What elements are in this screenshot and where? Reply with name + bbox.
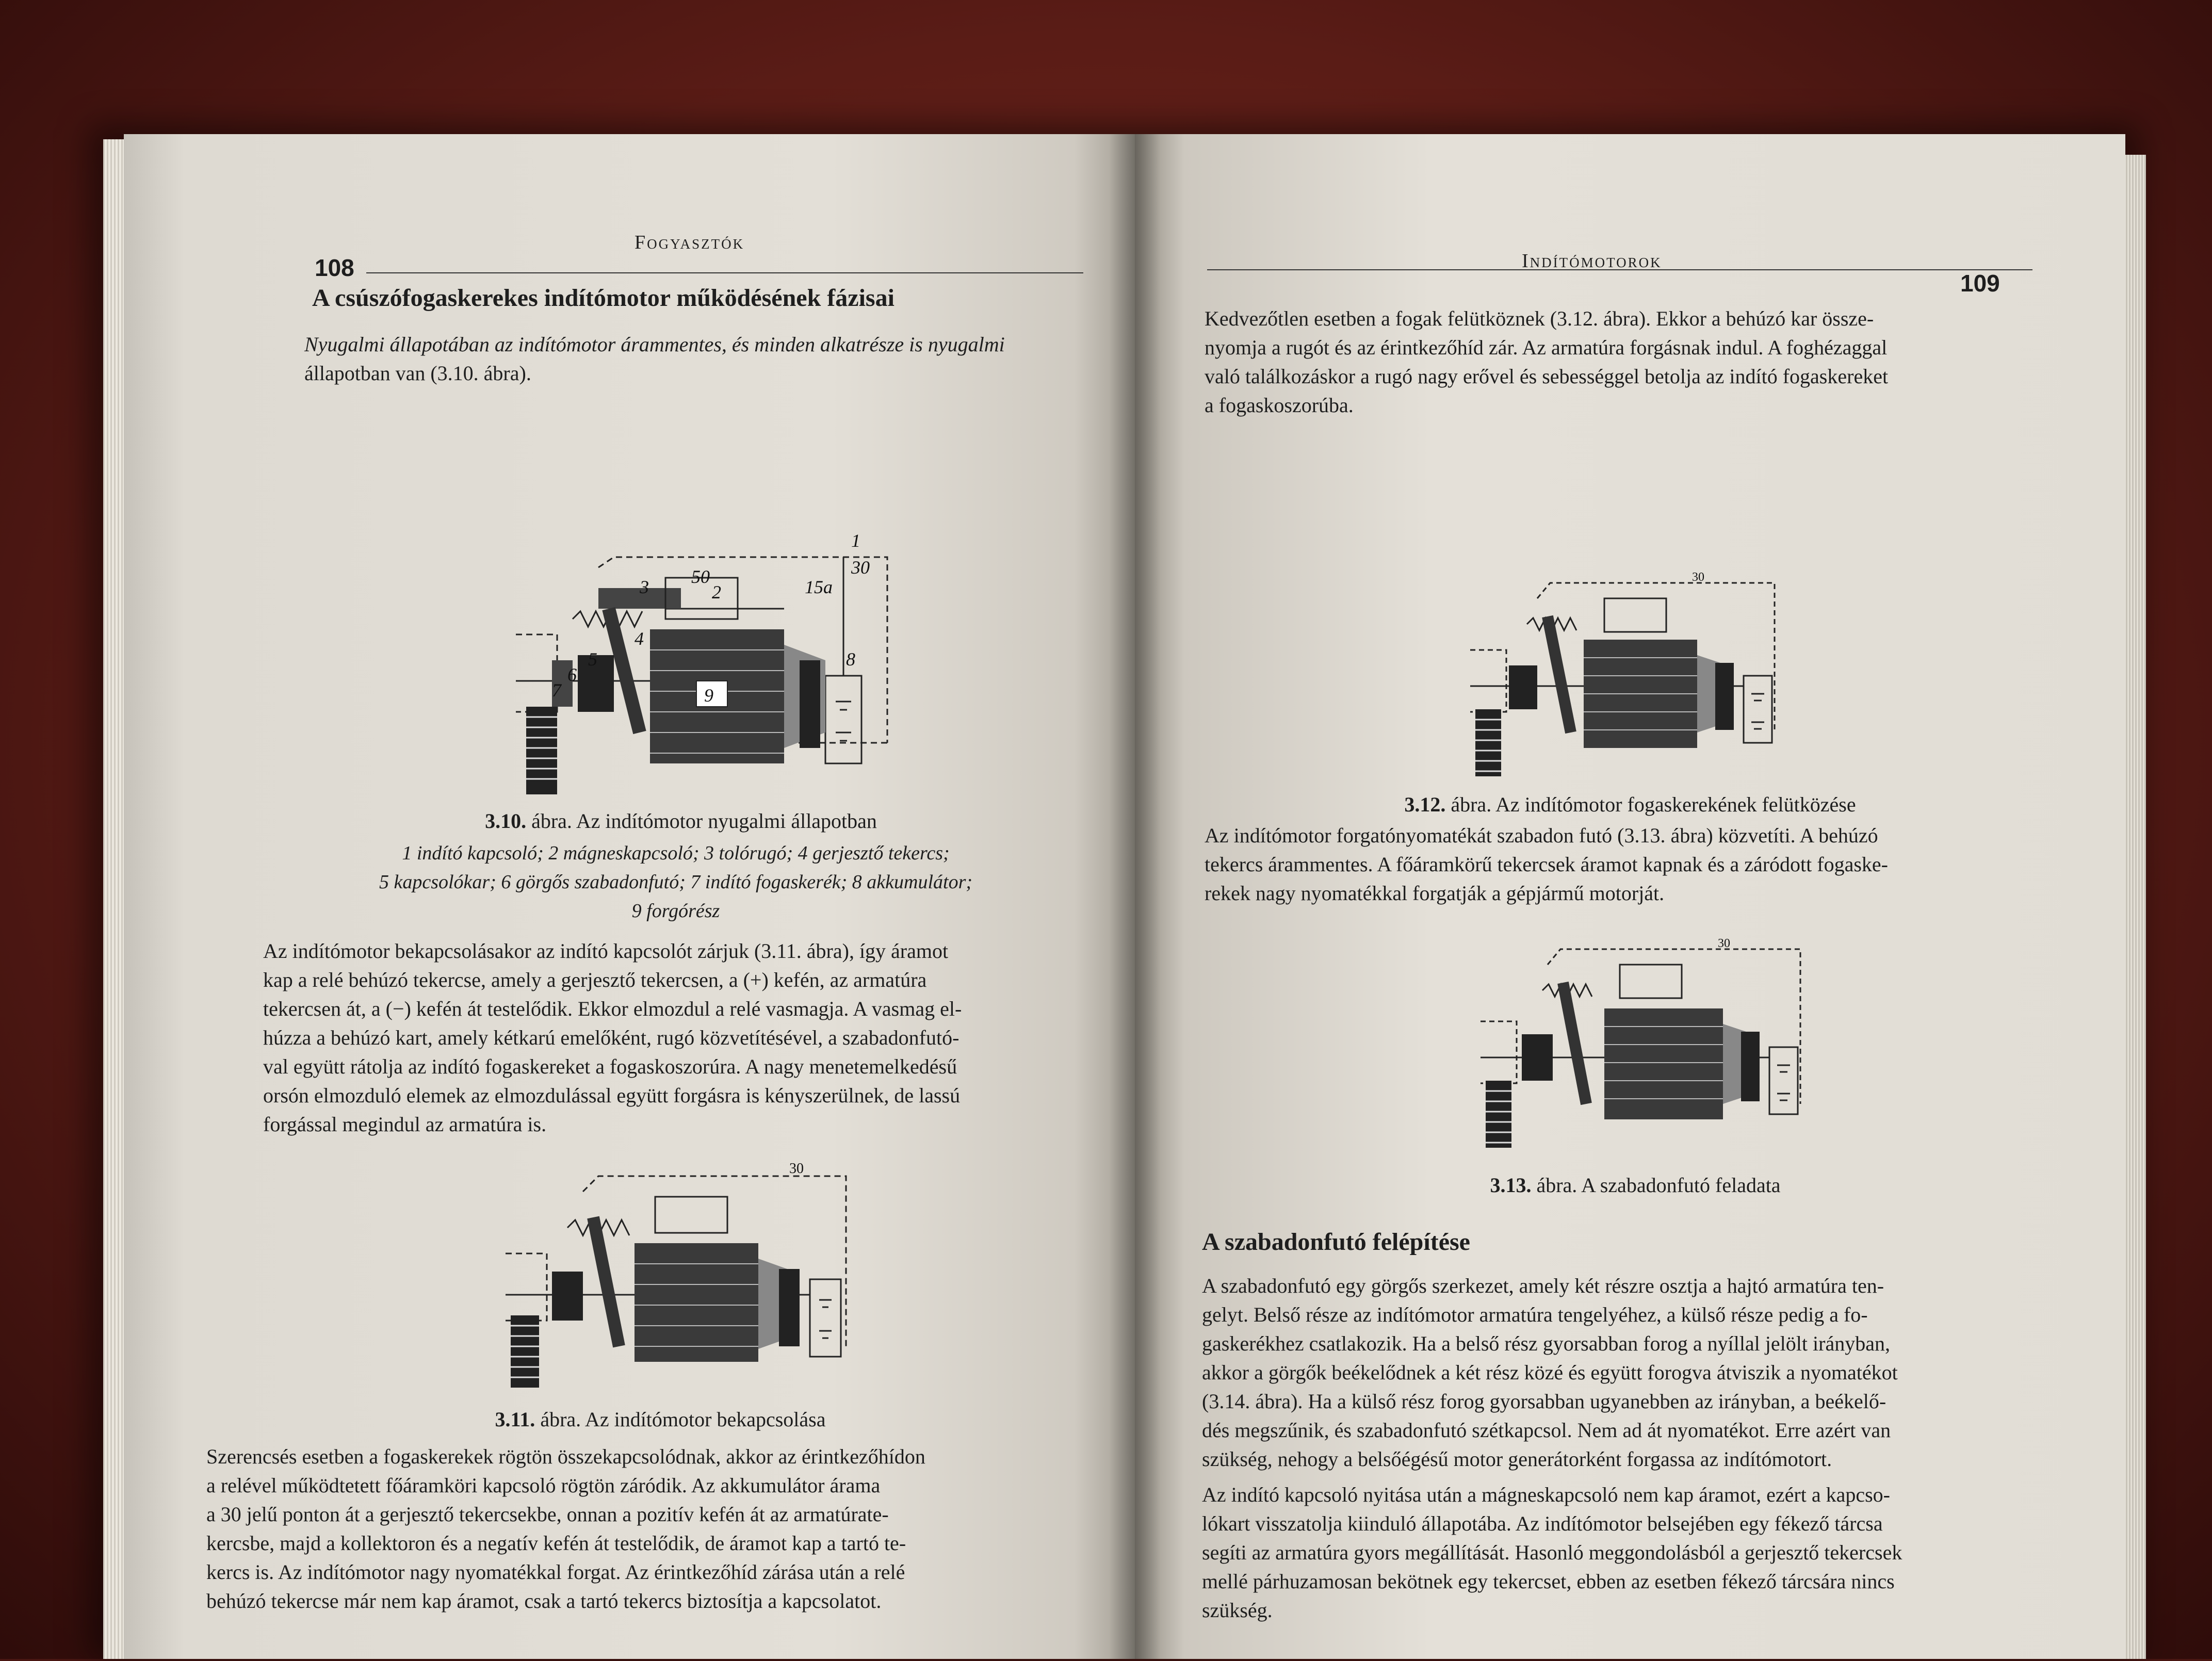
section-heading-left: A csúszófogaskerekes indítómotor működésének fázisai (312, 284, 894, 312)
fig-label-30: 30 (789, 1161, 804, 1177)
legend-line: 1 indító kapcsoló; 2 mágneskapcsoló; 3 tolórugó; 4 gerjesztő tekercs; (402, 842, 950, 864)
text-line: tekercs árammentes. A főáramkörű tekercsek áramot kapnak és a záródott fogaske- (1205, 853, 1888, 876)
starter-diagram-collision (1455, 567, 1857, 779)
fig-label: 30 (851, 557, 870, 578)
text-line: Az indítómotor bekapcsolásakor az indító kapcsolót zárjuk (3.11. ábra), így áramot (263, 939, 949, 963)
caption-3-11 (279, 1407, 1042, 1431)
text-line: mellé párhuzamosan bekötnek egy tekercset, ebben az esetben fékező tárcsára nincs (1202, 1570, 1895, 1593)
fig-label: 7 (552, 680, 561, 701)
text-line: segíti az armatúra gyors megállítását. Hasonló meggondolásból a gerjesztő tekercsek (1202, 1541, 1902, 1564)
text-line: Szerencsés esetben a fogaskerekek rögtön összekapcsolódnak, akkor az érintkezőhídon (206, 1445, 925, 1468)
page-number-right: 109 (1960, 270, 2000, 297)
text-line: Kedvezőtlen esetben a fogak felütköznek (3.12. ábra). Ekkor a behúzó kar össze- (1205, 307, 1874, 330)
legend-3-10 (258, 839, 1094, 925)
caption-text: ábra. Az indítómotor fogaskerekének felütközése (1445, 793, 1856, 816)
running-head-left: Fogyasztók (635, 232, 745, 253)
starter-diagram-engaging (490, 1161, 954, 1388)
text-line: Nyugalmi állapotában az indítómotor árammentes, és minden alkatrésze is nyugalmi (304, 333, 1005, 356)
text-line: akkor a görgők beékelődnek a két rész közé és együtt forogva átviszik a nyomatékot (1202, 1361, 1898, 1384)
text-line: kercs is. Az indítómotor nagy nyomatékkal forgat. Az érintkezőhíd zárása után a relé (206, 1560, 905, 1584)
text-line: a 30 jelű ponton át a gerjesztő tekercsekbe, onnan a pozitív kefén át az armatúrate- (206, 1503, 889, 1526)
text-line: rekek nagy nyomatékkal forgatják a gépjármű motorját. (1205, 882, 1665, 905)
paragraph-forgatonyomatek (1205, 821, 2061, 908)
fig-label: 9 (704, 685, 713, 706)
caption-3-10 (279, 809, 1083, 833)
fig-label: 50 (691, 566, 710, 587)
text-line: a fogaskoszorúba. (1205, 394, 1354, 417)
text-line: (3.14. ábra). Ha a külső rész forog gyorsabban ugyanebben az irányban, a beékelő- (1202, 1390, 1886, 1413)
right-page (1135, 134, 2125, 1659)
starter-diagram-rest (495, 526, 990, 794)
caption-number: 3.12. (1404, 793, 1446, 816)
text-line: a relével működtetett főáramköri kapcsoló rögtön záródik. Az akkumulátor árama (206, 1474, 881, 1497)
figure-3-12 (1455, 567, 1857, 779)
text-line: szükség. (1202, 1599, 1273, 1622)
text-line: való találkozáskor a rugó nagy erővel és sebességgel betolja az indító fogaskereket (1205, 365, 1889, 388)
text-line: állapotban van (3.10. ábra). (304, 362, 531, 385)
fig-label: 6 (567, 664, 577, 685)
text-line: behúzó tekercse már nem kap áramot, csak a tartó tekercs biztosítja a kapcsolatot. (206, 1589, 882, 1613)
text-line: A szabadonfutó egy görgős szerkezet, amely két részre osztja a hajtó armatúra ten- (1202, 1274, 1884, 1297)
fig-label: 15a (805, 577, 833, 597)
paragraph-szerencses (206, 1442, 1063, 1616)
caption-number: 3.10. (485, 809, 527, 833)
fig-label: 3 (640, 577, 649, 597)
caption-text: ábra. Az indítómotor bekapcsolása (535, 1408, 826, 1431)
caption-number: 3.13. (1490, 1174, 1532, 1197)
section-heading-right: A szabadonfutó felépítése (1202, 1228, 1470, 1256)
figure-3-11 (490, 1161, 954, 1388)
left-page (124, 134, 1135, 1659)
starter-diagram-freewheel (1465, 934, 1878, 1150)
figure-3-10 (495, 526, 990, 794)
caption-text: ábra. Az indítómotor nyugalmi állapotban (526, 809, 877, 833)
paragraph-bekapcsolas (263, 937, 1088, 1139)
text-line: Az indító kapcsoló nyitása után a mágneskapcsoló nem kap áramot, ezért a kapcso- (1202, 1483, 1890, 1506)
page-number-left: 108 (315, 254, 354, 281)
text-line: nyomja a rugót és az érintkezőhíd zár. Az armatúra forgásnak indul. A foghézaggal (1205, 336, 1888, 359)
text-line: gelyt. Belső része az indítómotor armatúra tengelyéhez, a külső része pedig a fo- (1202, 1303, 1868, 1326)
figure-3-13 (1465, 934, 1878, 1150)
caption-text: ábra. A szabadonfutó feladata (1531, 1174, 1781, 1197)
fig-label: 5 (588, 649, 597, 670)
text-line: gaskerékhez csatlakozik. Ha a belső rész gyorsabban forog a nyíllal jelölt irányban, (1202, 1332, 1890, 1355)
text-line: orsón elmozduló elemek az elmozdulással együtt forgásra is kényszerülnek, de lassú (263, 1084, 961, 1107)
text-line: Az indítómotor forgatónyomatékát szabadon futó (3.13. ábra) közvetíti. A behúzó (1205, 824, 1878, 847)
text-line: kercsbe, majd a kollektoron és a negatív kefén át testelődik, de áramot kap a tartó te- (206, 1532, 906, 1555)
caption-number: 3.11. (495, 1408, 535, 1431)
text-line: szükség, nehogy a belsőégésű motor generátorként forgassa az indítómotort. (1202, 1447, 1832, 1471)
legend-line: 9 forgórész (631, 900, 720, 922)
paragraph-felutkoznek (1205, 304, 2061, 420)
intro-paragraph (304, 330, 1109, 388)
fig-label: 1 (851, 530, 860, 551)
text-line: forgással megindul az armatúra is. (263, 1113, 547, 1136)
text-line: tekercsen át, a (−) kefén át testelődik. Ekkor elmozdul a relé vasmagja. A vasmag el- (263, 997, 962, 1020)
fig-label-30: 30 (1718, 937, 1730, 950)
text-line: húzza a behúzó kart, amely kétkarú emelőként, rugó közvetítésével, a szabadonfutó- (263, 1026, 959, 1049)
paragraph-szabadonfuto (1202, 1272, 2069, 1474)
running-head-right: Indítómotorok (1522, 250, 1662, 272)
fig-label: 4 (635, 628, 644, 649)
fig-label: 2 (712, 582, 721, 602)
book-gutter (1109, 134, 1161, 1659)
legend-line: 5 kapcsolókar; 6 görgős szabadonfutó; 7 indító fogaskerék; 8 akkumulátor; (379, 871, 973, 893)
header-rule-right (1207, 269, 2032, 270)
caption-3-12 (1212, 792, 2048, 817)
fig-label: 8 (846, 649, 855, 670)
caption-3-13 (1259, 1173, 2012, 1197)
header-rule-left (366, 272, 1083, 273)
paragraph-kapcsolo-nyitasa (1202, 1480, 2079, 1625)
text-line: kap a relé behúzó tekercse, amely a gerjesztő tekercsen, a (+) kefén, az armatúra (263, 968, 927, 991)
text-line: val együtt rátolja az indító fogaskereket a fogaskoszorúra. A nagy menetemelkedésű (263, 1055, 957, 1078)
fig-label-30: 30 (1692, 571, 1704, 584)
text-line: lókart visszatolja kiinduló állapotába. Az indítómotor belsejében egy fékező tárcsa (1202, 1512, 1883, 1535)
text-line: dés megszűnik, és szabadonfutó szétkapcsol. Nem ad át nyomatékot. Erre azért van (1202, 1419, 1891, 1442)
